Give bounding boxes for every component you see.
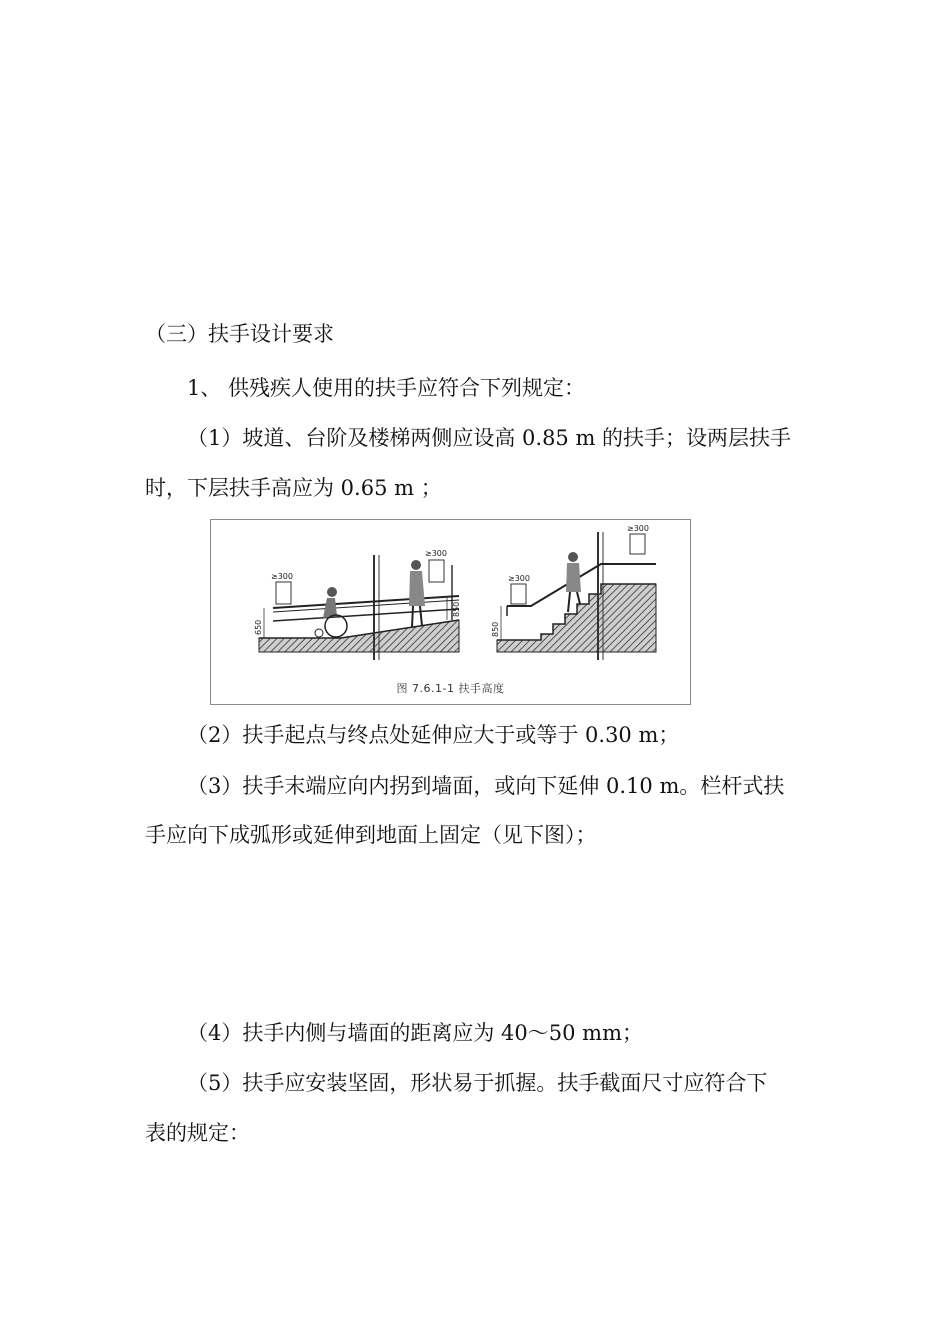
figure-caption: 图 7.6.1-1 扶手高度 xyxy=(396,682,505,695)
rule-4: （4）扶手内侧与墙面的距离应为 40～50 mm； xyxy=(187,1021,643,1045)
handrail-height-diagram xyxy=(211,520,692,706)
requirement-item-1: 1、 供残疾人使用的扶手应符合下列规定： xyxy=(187,376,586,400)
dimension-label: 850 xyxy=(452,601,461,617)
dimension-label: ≥300 xyxy=(271,572,293,581)
rule-3-line-1: （3）扶手末端应向内拐到墙面，或向下延伸 0.10 m。栏杆式扶 xyxy=(187,774,785,798)
dimension-label: 650 xyxy=(254,619,263,635)
ramp-diagram xyxy=(254,549,461,660)
handrail-height-figure xyxy=(210,519,691,705)
rule-1-line-1: （1）坡道、台阶及楼梯两侧应设高 0.85 m 的扶手；设两层扶手 xyxy=(187,426,792,450)
section-heading: （三）扶手设计要求 xyxy=(145,322,334,346)
dimension-label: ≥300 xyxy=(627,524,649,533)
rule-5-line-2: 表的规定： xyxy=(145,1121,250,1145)
rule-3-line-2: 手应向下成弧形或延伸到地面上固定（见下图）； xyxy=(145,823,597,847)
dimension-label: ≥300 xyxy=(425,549,447,558)
rule-2: （2）扶手起点与终点处延伸应大于或等于 0.30 m； xyxy=(187,723,680,747)
dimension-label: ≥300 xyxy=(508,574,530,583)
rule-5-line-1: （5）扶手应安装坚固，形状易于抓握。扶手截面尺寸应符合下 xyxy=(187,1071,768,1095)
dimension-label: 850 xyxy=(491,621,500,637)
rule-1-line-2: 时，下层扶手高应为 0.65 m ； xyxy=(145,476,442,500)
stairs-diagram xyxy=(491,524,656,660)
